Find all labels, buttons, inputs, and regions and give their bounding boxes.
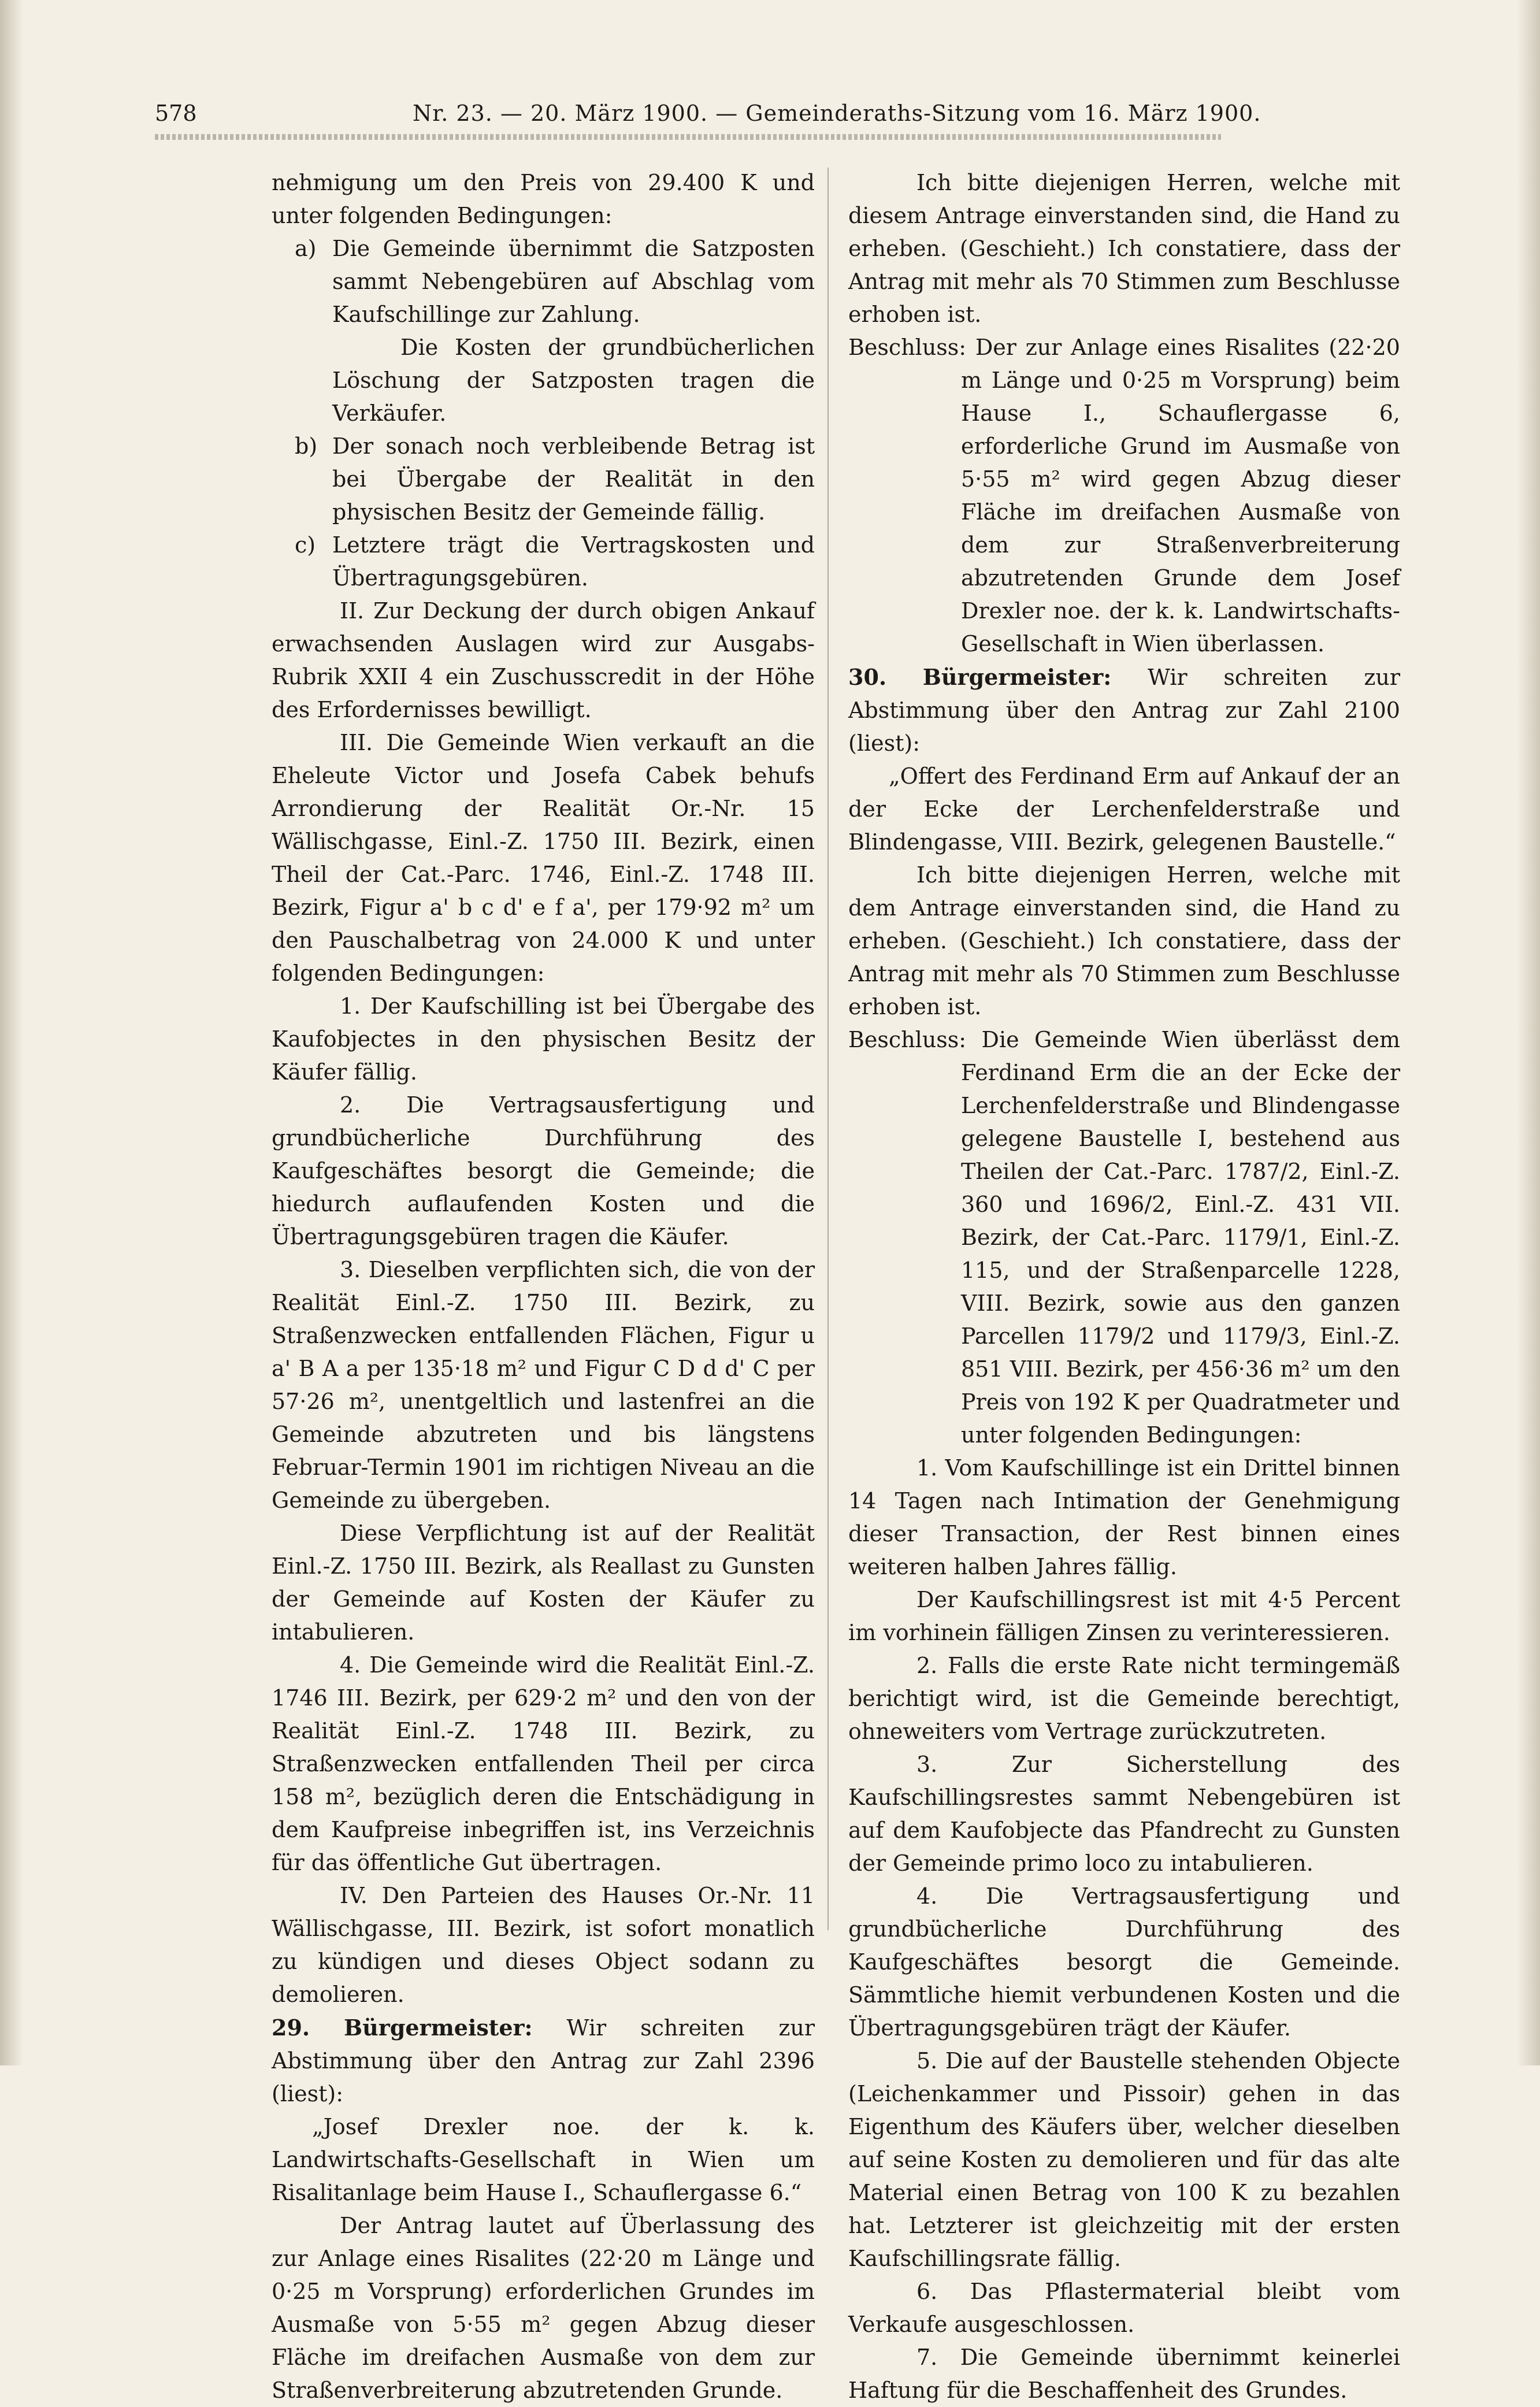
paragraph: Ich bitte diejenigen Herren, welche mit diesem Antrage einverstanden sind, die Hand zu erheben. (Geschieht.) Ich constatiere, dass der Antrag mit mehr als 70 Stimmen zum Beschlusse erhoben ist. (848, 170, 1400, 327)
paragraph: 2. Die Vertragsausfertigung und grundbücherliche Durchführung des Kaufgeschäftes besorgt die Gemeinde; die hiedurch auflaufenden Kosten und die Übertragungsgebüren tragen die Käufer. (272, 1092, 815, 1249)
paragraph: 4. Die Vertragsausfertigung und grundbücherliche Durchführung des Kaufgeschäftes besorgt die Gemeinde. Sämmtliche hiemit verbundenen Kosten und die Übertragungsgebüren trägt der Käufer. (848, 1883, 1400, 2041)
beschluss-1 (848, 331, 1400, 661)
paragraph: Der Kaufschillingsrest ist mit 4·5 Percent im vorhinein fälligen Zinsen zu verinteressieren. (848, 1587, 1400, 1645)
list-item-a (272, 232, 815, 331)
paragraph: nehmigung um den Preis von 29.400 K und unter folgenden Bedingungen: (272, 170, 815, 228)
running-title: Nr. 23. — 20. März 1900. — Gemeinderaths-Sitzung vom 16. März 1900. (413, 101, 1261, 126)
list-text: Der sonach noch verbleibende Betrag ist bei Übergabe der Realität in den physischen Besitz der Gemeinde fällig. (332, 433, 815, 525)
beschluss-text: Die Gemeinde Wien überlässt dem Ferdinand Erm die an der Ecke der Lerchenfelderstraße und Blindengasse gelegene Baustelle I, bestehend aus Theilen der Cat.-Parc. 1787/2, Einl.-Z. 360 und 1696/2, Einl.-Z. 431 VII. Bezirk, der Cat.-Parc. 1179/1, Einl.-Z. 115, und der Straßenparcelle 1228, VIII. Bezirk, sowie aus den ganzen Parcellen 1179/2 und 1179/3, Einl.-Z. 851 VIII. Bezirk, per 456·36 m² um den Preis von 192 K per Quadratmeter und unter folgenden Bedingungen: (961, 1027, 1400, 1448)
paragraph: Der Antrag lautet auf Überlassung des zur Anlage eines Risalites (22·20 m Länge und 0·25 m Vorsprung) erforderlichen Grundes im Ausmaße von 5·55 m² gegen Abzug dieser Fläche im dreifachen Ausmaße von dem zur Straßenverbreiterung abzutretenden Grunde. (272, 2213, 815, 2403)
paragraph: IV. Den Parteien des Hauses Or.-Nr. 11 Wällischgasse, III. Bezirk, ist sofort monatlich zu kündigen und dieses Object sodann zu demolieren. (272, 1883, 815, 2007)
paragraph: 1. Der Kaufschilling ist bei Übergabe des Kaufobjectes in den physischen Besitz der Käufer fällig. (272, 993, 815, 1085)
scan-edge-left (0, 0, 23, 2065)
beschluss-text: Der zur Anlage eines Risalites (22·20 m Länge und 0·25 m Vorsprung) beim Hause I., Schauflergasse 6, erforderliche Grund im Ausmaße von 5·55 m² wird gegen Abzug dieser Fläche im dreifachen Ausmaße von dem zur Straßenverbreiterung abzutretenden Grunde dem Josef Drexler noe. der k. k. Landwirtschafts-Gesellschaft in Wien überlassen. (961, 335, 1400, 657)
paragraph: Diese Verpflichtung ist auf der Realität Einl.-Z. 1750 III. Bezirk, als Reallast zu Gunsten der Gemeinde auf Kosten der Käufer zu intabulieren. (272, 1520, 815, 1645)
paragraph: 6. Das Pflastermaterial bleibt vom Verkaufe ausgeschlossen. (848, 2279, 1400, 2337)
left-column (272, 166, 815, 2407)
list-text: Die Gemeinde übernimmt die Satzposten sammt Nebengebüren auf Abschlag vom Kaufschillinge zur Zahlung. (332, 236, 815, 327)
paragraph: 2. Falls die erste Rate nicht termingemäß berichtigt wird, ist die Gemeinde berechtigt, ohneweiters vom Vertrage zurückzutreten. (848, 1653, 1400, 1744)
header-rule (155, 134, 1221, 140)
section-text: Wir schreiten zur Abstimmung über den Antrag zur Zahl 2100 (liest): (848, 665, 1400, 756)
paragraph: 7. Die Gemeinde übernimmt keinerlei Haftung für die Beschaffenheit des Grundes. (848, 2345, 1400, 2403)
section-29 (272, 2011, 815, 2111)
section-30 (848, 661, 1400, 760)
list-continuation: Die Kosten der grundbücherlichen Löschung der Satzposten tragen die Verkäufer. (332, 335, 815, 426)
page-number: 578 (155, 101, 197, 126)
beschluss-label: Beschluss: (848, 1027, 967, 1052)
section-number: 29. (272, 2015, 310, 2041)
paragraph: II. Zur Deckung der durch obigen Ankauf erwachsenden Auslagen wird zur Ausgabs-Rubrik XXII 4 ein Zuschusscredit in der Höhe des Erfordernisses bewilligt. (272, 598, 815, 722)
list-label: c) (295, 532, 316, 558)
paragraph: 3. Zur Sicherstellung des Kaufschillingsrestes sammt Nebengebüren ist auf dem Kaufobjecte das Pfandrecht zu Gunsten der Gemeinde primo loco zu intabulieren. (848, 1752, 1400, 1876)
section-text: Wir schreiten zur Abstimmung über den Antrag zur Zahl 2396 (liest): (272, 2015, 815, 2106)
list-item-c (272, 529, 815, 595)
speaker: Bürgermeister: (922, 664, 1112, 690)
right-column (848, 166, 1400, 2407)
list-text: Letztere trägt die Vertragskosten und Übertragungsgebüren. (332, 532, 815, 591)
list-item-b (272, 430, 815, 529)
page-header (155, 97, 1261, 138)
list-label: b) (295, 433, 318, 459)
scan-edge-right (1517, 0, 1540, 2065)
column-divider (827, 168, 829, 1930)
section-number: 30. (848, 664, 887, 690)
paragraph: 5. Die auf der Baustelle stehenden Objecte (Leichenkammer und Pissoir) gehen in das Eigenthum des Käufers über, welcher dieselben auf seine Kosten zu demolieren und für das alte Material einen Betrag von 100 K zu bezahlen hat. Letzterer ist gleichzeitig mit der ersten Kaufschillingsrate fällig. (848, 2048, 1400, 2271)
beschluss-label: Beschluss: (848, 335, 967, 360)
list-label: a) (295, 236, 317, 261)
speaker: Bürgermeister: (344, 2015, 533, 2041)
paragraph: Ich bitte diejenigen Herren, welche mit dem Antrage einverstanden sind, die Hand zu erheben. (Geschieht.) Ich constatiere, dass der Antrag mit mehr als 70 Stimmen zum Beschlusse erhoben ist. (848, 862, 1400, 1019)
paragraph: 1. Vom Kaufschillinge ist ein Drittel binnen 14 Tagen nach Intimation der Genehmigung dieser Transaction, der Rest binnen eines weiteren halben Jahres fällig. (848, 1455, 1400, 1579)
quotation: „Josef Drexler noe. der k. k. Landwirtschafts-Gesellschaft in Wien um Risalitanlage beim Hause I., Schauflergasse 6.“ (272, 2114, 815, 2205)
paragraph: 4. Die Gemeinde wird die Realität Einl.-Z. 1746 III. Bezirk, per 629·2 m² und den von der Realität Einl.-Z. 1748 III. Bezirk, zu Straßenzwecken entfallenden Theil per circa 158 m², bezüglich deren die Entschädigung in dem Kaufpreise inbegriffen ist, ins Verzeichnis für das öffentliche Gut übertragen. (272, 1652, 815, 1875)
beschluss-2 (848, 1023, 1400, 1452)
paragraph: 3. Dieselben verpflichten sich, die von der Realität Einl.-Z. 1750 III. Bezirk, zu Straßenzwecken entfallenden Flächen, Figur u a' B A a per 135·18 m² und Figur C D d d' C per 57·26 m², unentgeltlich und lastenfrei an die Gemeinde abzutreten und bis längstens Februar-Termin 1901 im richtigen Niveau an die Gemeinde zu übergeben. (272, 1257, 815, 1513)
quotation: „Offert des Ferdinand Erm auf Ankauf der an der Ecke der Lerchenfelderstraße und Blindengasse, VIII. Bezirk, gelegenen Baustelle.“ (848, 763, 1400, 855)
paragraph: III. Die Gemeinde Wien verkauft an die Eheleute Victor und Josefa Cabek behufs Arrondierung der Realität Or.-Nr. 15 Wällischgasse, Einl.-Z. 1750 III. Bezirk, einen Theil der Cat.-Parc. 1746, Einl.-Z. 1748 III. Bezirk, Figur a' b c d' e f a', per 179·92 m² um den Pauschalbetrag von 24.000 K und unter folgenden Bedingungen: (272, 730, 815, 986)
